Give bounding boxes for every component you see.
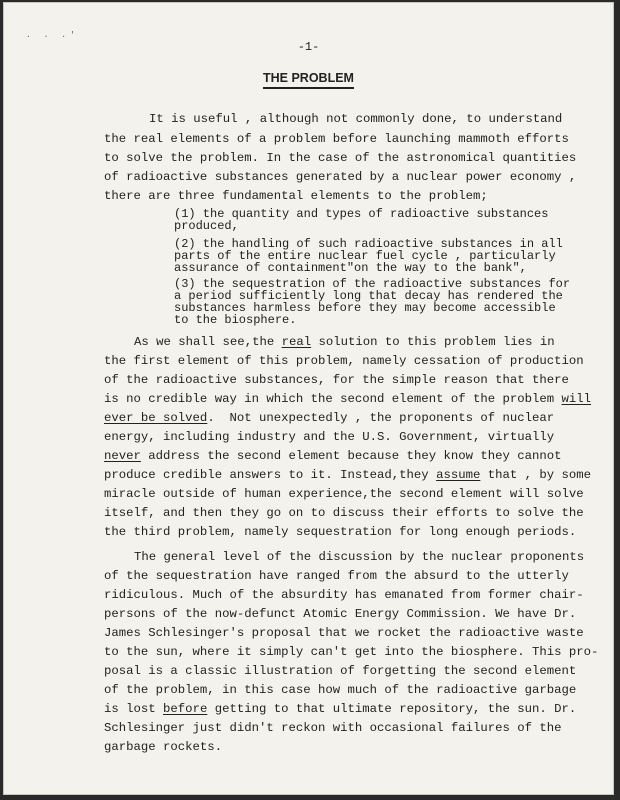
text-line: of the sequestration have ranged from the absurd to the utterly xyxy=(104,569,569,583)
element-3-line: substances harmless before they may become accessible xyxy=(174,301,556,315)
page-number: -1- xyxy=(297,40,320,54)
text-line: to the sun, where it simply can't get into the biosphere. This pro- xyxy=(104,645,599,659)
element-2-line: assurance of containment"on the way to the bank", xyxy=(174,261,527,275)
text-line: of the problem, in this case how much of the radioactive garbage xyxy=(104,683,577,697)
underlined-text: never xyxy=(104,449,141,463)
page-title xyxy=(4,71,613,85)
text-span: is no credible way in which the second element of the problem xyxy=(104,392,562,406)
text-line: the real elements of a problem before launching mammoth efforts xyxy=(104,132,569,146)
text-line: The general level of the discussion by the nuclear proponents xyxy=(134,550,585,564)
text-span: address the second element because they know they cannot xyxy=(140,449,562,463)
underlined-text: ever be solved xyxy=(104,411,208,425)
element-2-line: (2) the handling of such radioactive substances in all xyxy=(174,237,563,251)
underlined-text: before xyxy=(163,702,208,716)
text-line: the first element of this problem, namely cessation of production xyxy=(104,354,584,368)
underlined-text: real xyxy=(281,335,312,349)
corner-marks: . . .' xyxy=(26,31,79,40)
text-line: itself, and then they go on to discuss their efforts to solve the xyxy=(104,506,584,520)
text-line: of the radioactive substances, for the simple reason that there xyxy=(104,373,569,387)
text-line: to solve the problem. In the case of the astronomical quantities xyxy=(104,151,577,165)
text-span: solution to this problem lies in xyxy=(311,335,555,349)
text-line: persons of the now-defunct Atomic Energy Commission. We have Dr. xyxy=(104,607,577,621)
text-line xyxy=(104,703,576,715)
underlined-text: assume xyxy=(436,468,481,482)
text-span: produce credible answers to it. Instead,they xyxy=(104,468,437,482)
text-line: Schlesinger just didn't reckon with occasional failures of the xyxy=(104,721,562,735)
text-line xyxy=(134,336,555,348)
text-line: posal is a classic illustration of forgetting the second element xyxy=(104,664,577,678)
text-line: energy, including industry and the U.S. Government, virtually xyxy=(104,430,555,444)
text-line: garbage rockets. xyxy=(104,740,223,754)
text-span: getting to that ultimate repository, the sun. Dr. xyxy=(207,702,577,716)
text-line: James Schlesinger's proposal that we rocket the radioactive waste xyxy=(104,626,584,640)
title-text: THE PROBLEM xyxy=(263,71,354,89)
text-span: . Not unexpectedly , the proponents of nuclear xyxy=(207,411,555,425)
text-line xyxy=(104,469,591,481)
element-2-line: parts of the entire nuclear fuel cycle , particularly xyxy=(174,249,556,263)
text-line xyxy=(104,450,562,462)
element-3-line: (3) the sequestration of the radioactive substances for xyxy=(174,277,571,291)
text-line: the third problem, namely sequestration for long enough periods. xyxy=(104,525,577,539)
text-span: As we shall see,the xyxy=(134,335,282,349)
text-line: of radioactive substances generated by a nuclear power economy , xyxy=(104,170,577,184)
text-span: is lost xyxy=(104,702,164,716)
text-line xyxy=(104,412,554,424)
text-line: ridiculous. Much of the absurdity has emanated from former chair- xyxy=(104,588,584,602)
text-line: miracle outside of human experience,the second element will solve xyxy=(104,487,584,501)
element-1-line: (1) the quantity and types of radioactive substances xyxy=(174,207,549,221)
element-1-line: produced, xyxy=(174,219,239,233)
element-3-line: to the biosphere. xyxy=(174,313,297,327)
document-page xyxy=(3,2,614,795)
element-3-line: a period sufficiently long that decay has rendered the xyxy=(174,289,563,303)
text-line: there are three fundamental elements to the problem; xyxy=(104,189,488,203)
text-span: that , by some xyxy=(480,468,592,482)
text-line: It is useful , although not commonly done, to understand xyxy=(149,112,563,126)
underlined-text: will xyxy=(561,392,592,406)
text-line xyxy=(104,393,591,405)
